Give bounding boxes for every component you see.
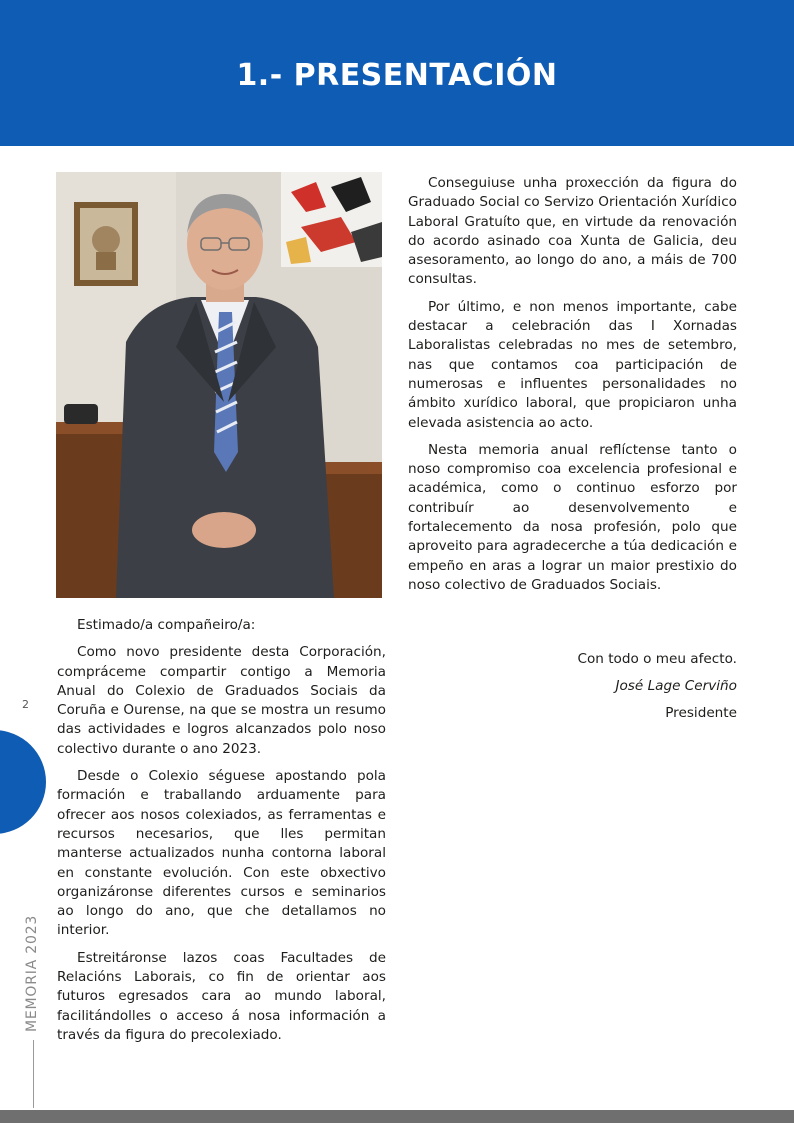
footer-bar [0,1110,794,1123]
paragraph: Como novo presidente desta Corporación, compráceme compartir contigo a Memoria Anual do Colexio de Graduados Sociais da Coruña e Ourense, na que se mostra un resumo das actividades e logros alcanzados polo noso colectivo durante o ano 2023. [57,644,386,757]
left-text-column [57,616,386,1053]
page-number: 2 [22,698,29,711]
side-divider [33,1040,34,1108]
page-title: 1.- PRESENTACIÓN [236,58,558,93]
page-tab-decoration [0,730,46,834]
signatory-role: Presidente [665,705,737,721]
signatory-name: José Lage Cerviño [615,678,737,694]
paragraph: Estreitáronse lazos coas Facultades de Relacións Laborais, co fin de orientar aos futuros egresados cara ao mundo laboral, facilitándolles o acceso á nosa información a través da figura do precolexiado. [57,949,386,1043]
page-header [0,0,794,146]
signature-block [408,650,737,731]
closing-line: Con todo o meu afecto. [577,651,737,667]
paragraph: Por último, e non menos importante, cabe destacar a celebración das I Xornadas Laboralistas celebradas no mes de setembro, nas que contamos coa participación de numerosas e influentes personalidades no ámbito xurídico laboral, que propiciaron unha elevada asistencia ao acto. [408,298,737,431]
paragraph: Conseguiuse unha proxección da figura do Graduado Social co Servizo Orientación Xurídico Laboral Gratuíto que, en virtude da renovación do acordo asinado coa Xunta de Galicia, deu asesoramento, ao longo do ano, a máis de 700 consultas. [408,175,737,288]
greeting: Estimado/a compañeiro/a: [77,617,256,633]
right-text-column [408,174,737,603]
paragraph: Desde o Colexio séguese apostando pola formación e traballando arduamente para ofrecer aos nosos colexiados, as ferramentas e recursos necesarios, que lles permitan manterse actualizados nunha contorna laboral en constante evolución. Con este obxectivo organizáronse diferentes cursos e seminarios ao longo do ano, que che detallamos no interior. [57,768,386,939]
paragraph: Nesta memoria anual reflíctense tanto o noso compromiso coa excelencia profesional e académica, como o continuo esforzo por contribuír ao desenvolvemento e fortalecemento da nosa profesión, polo que aproveito para agradecerche a túa dedicación e empeño en aras a lograr un maior prestixio do noso colectivo de Graduados Sociais. [408,441,737,593]
side-label: MEMORIA 2023 [24,914,40,1032]
president-portrait [56,172,382,598]
